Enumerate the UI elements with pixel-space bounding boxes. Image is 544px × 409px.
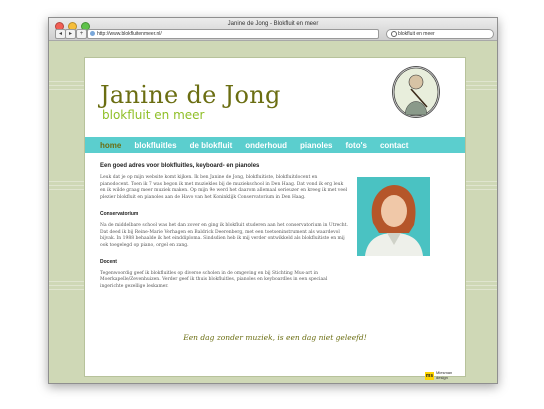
address-bar[interactable]	[87, 29, 379, 39]
conservatorium-heading: Conservatorium	[100, 210, 139, 217]
recorder-player-logo	[392, 66, 440, 118]
site-subtitle: blokfluit en meer	[102, 108, 205, 122]
main-content	[100, 163, 348, 291]
search-icon	[391, 31, 397, 37]
portrait-photo	[357, 177, 430, 256]
nav-item-onderhoud[interactable]: onderhoud	[245, 140, 288, 150]
main-navigation	[85, 137, 465, 153]
browser-window	[48, 17, 498, 384]
nav-item-pianoles[interactable]: pianoles	[300, 140, 333, 150]
forward-button[interactable]: ▸	[65, 29, 76, 39]
nav-item-contact[interactable]: contact	[379, 140, 409, 150]
page-viewport[interactable]	[49, 41, 497, 383]
title-bar	[49, 18, 497, 41]
nav-item-fotos[interactable]: foto's	[345, 140, 367, 150]
browser-toolbar	[49, 29, 497, 39]
nav-item-blokfluitles[interactable]: blokfluitles	[134, 140, 177, 150]
conservatorium-paragraph: Na de middelbare school was het dan zover en ging ik blokfluit studeren aan het conservatorium in Utrecht. Dat deed ik bij Reine-Marie Verhagen en Baldrick Deerenberg, met een toetseninstrument als waardevol bijvak. In 1988 behaalde ik het einddiploma. Sindsdien heb ik mij verder ontwikkeld als blokfluitiste en mij ook toegelegd op piano, orgel en zang.	[100, 222, 348, 248]
credit-text	[436, 371, 452, 380]
quote-line: Een dag zonder muziek, is een dag niet geleefd!	[183, 333, 367, 342]
website-page	[84, 57, 466, 377]
site-title[interactable]: Janine de Jong	[100, 81, 281, 109]
page-heading: Een goed adres voor blokfluitles, keyboard- en pianoles	[100, 163, 260, 169]
credit-logo-mark: ms	[425, 372, 434, 379]
window-title: Janine de Jong - Blokfluit en meer	[227, 21, 319, 27]
designer-credit[interactable]	[425, 371, 452, 380]
search-field[interactable]	[386, 29, 494, 39]
credit-subtext: design	[436, 374, 448, 380]
credit-name: Miesman	[436, 370, 453, 375]
back-button[interactable]: ◂	[55, 29, 66, 39]
docent-paragraph: Tegenwoordig geef ik blokfluitles op diverse scholen in de omgeving en bij Stichting Mus-art in Moerkapelle/Zevenhuizen. Verder geef ik thuis blokfluitles, pianoles en keyboardles in een speciaal ingerichte gezellige leskamer.	[100, 270, 328, 290]
docent-heading: Docent	[100, 258, 117, 265]
address-url: http://www.blokfluitenmeer.nl/	[97, 31, 162, 37]
add-bookmark-button[interactable]: +	[76, 29, 87, 39]
search-query: blokfluit en meer	[398, 31, 435, 37]
nav-item-home[interactable]: home	[100, 140, 122, 150]
nav-item-de-blokfluit[interactable]: de blokfluit	[189, 140, 233, 150]
intro-paragraph: Leuk dat je op mijn website komt kijken. Ik ben Janine de Jong, blokfluitiste, blokfluitdocent en pianodocent. Toen ik 7 was begon ik met muziekles bij de muziekschool in Den Haag. Dat vond ik erg leuk en ik wilde graag meer muziek maken. Op mijn 9e werd het daarom allemaal serieuzer en kreeg ik met veel plezier blokfluit en pianoles aan de Havo van het Koninklijk Conservatorium in Den Haag.	[100, 175, 348, 201]
globe-icon	[90, 31, 95, 36]
